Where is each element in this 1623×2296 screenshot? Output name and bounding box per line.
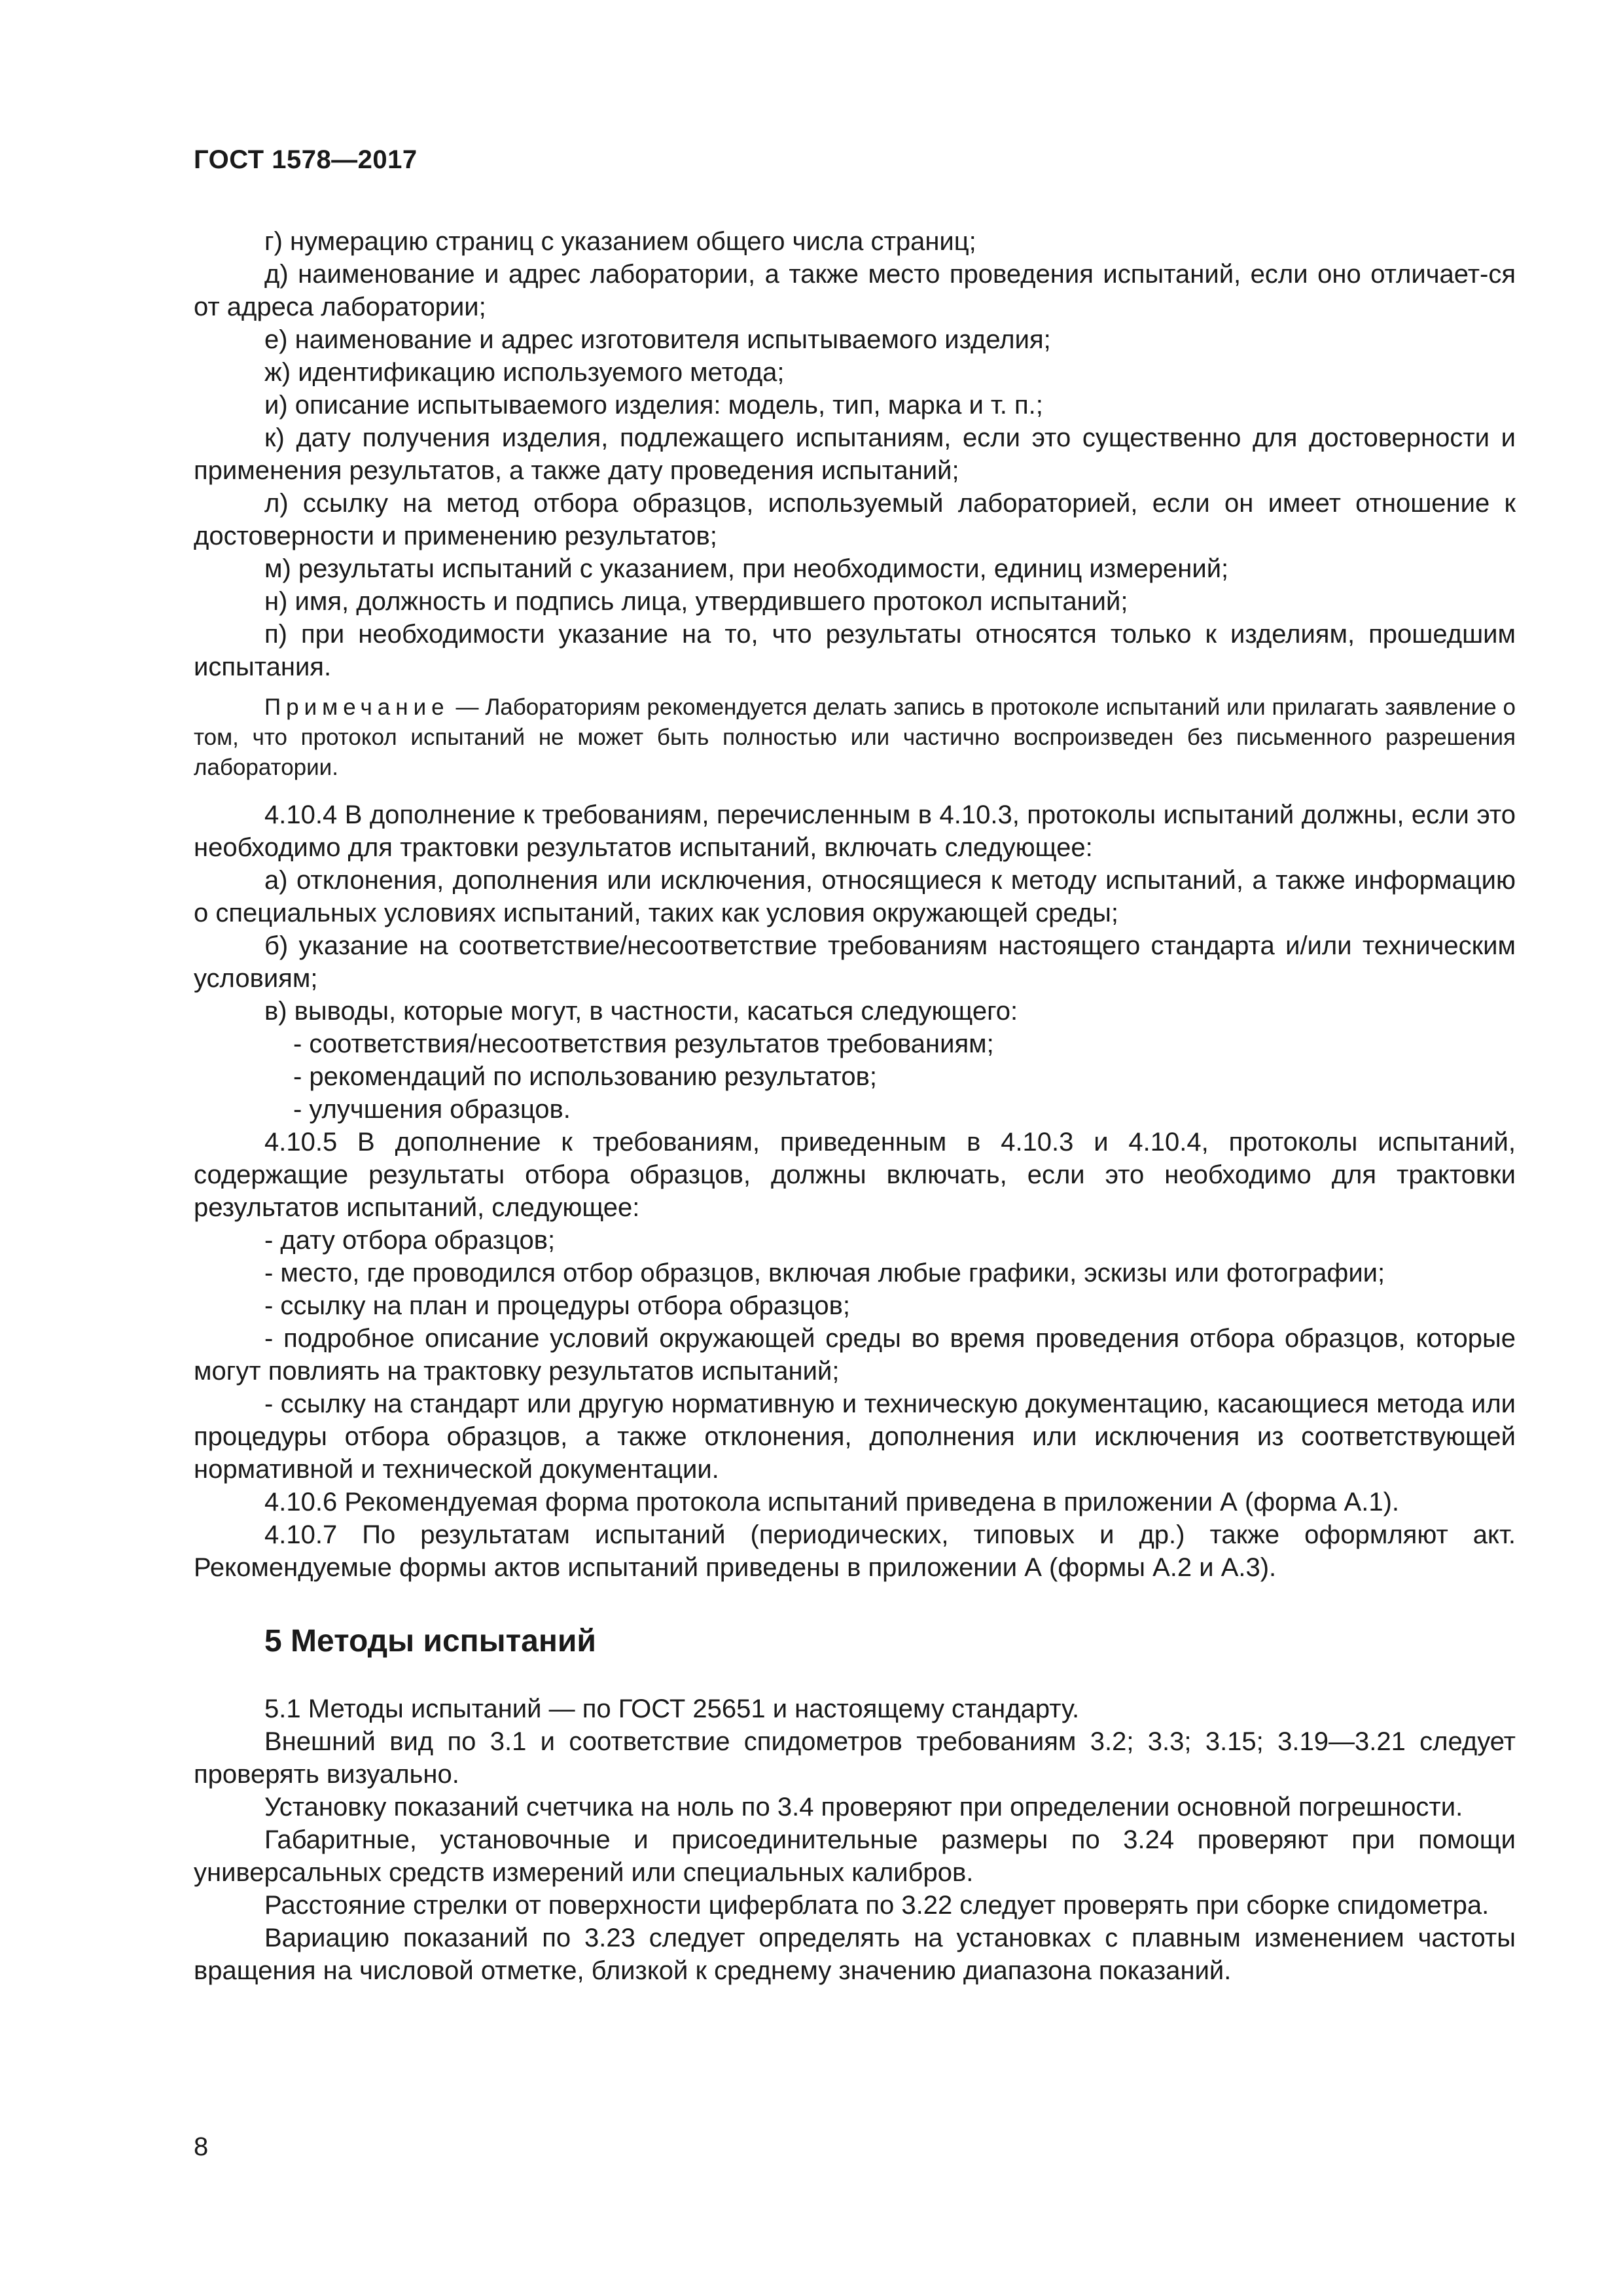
section-5-block: [194, 1693, 1516, 1987]
note-label: Примечание: [264, 694, 450, 720]
list-item: л) ссылку на метод отбора образцов, используемый лабораторией, если он имеет отношение к достоверности и применению результатов;: [194, 489, 1516, 550]
dash-item: - ссылку на стандарт или другую нормативную и техническую документацию, касающиеся метода или процедуры отбора образцов, а также отклонения, дополнения или исключения из соответствующей нормативной и технической документации.: [194, 1390, 1516, 1484]
paragraph: Габаритные, установочные и присоединительные размеры по 3.24 проверяют при помощи универсальных средств измерений или специальных калибров.: [194, 1825, 1516, 1887]
requirements-list-block: [194, 225, 1516, 683]
dash-item: - соответствия/несоответствия результатов требованиям;: [293, 1030, 994, 1058]
paragraph: Установку показаний счетчика на ноль по 3.4 проверяют при определении основной погрешности.: [264, 1793, 1463, 1821]
list-item: м) результаты испытаний с указанием, при необходимости, единиц измерений;: [264, 554, 1229, 583]
section-4-10-block: [194, 798, 1516, 1584]
list-item: п) при необходимости указание на то, что результаты относятся только к изделиям, прошедшим испытания.: [194, 620, 1516, 681]
dash-item: - место, где проводился отбор образцов, включая любые графики, эскизы или фотографии;: [264, 1259, 1385, 1287]
paragraph: 4.10.5 В дополнение к требованиям, приведенным в 4.10.3 и 4.10.4, протоколы испытаний, содержащие результаты отбора образцов, должны включать, если это необходимо для трактовки результатов испытаний, следующее:: [194, 1128, 1516, 1222]
paragraph: Расстояние стрелки от поверхности циферблата по 3.22 следует проверять при сборке спидометра.: [264, 1891, 1489, 1920]
list-item: к) дату получения изделия, подлежащего испытаниям, если это существенно для достоверности и применения результатов, а также дату проведения испытаний;: [194, 423, 1516, 485]
section-title: 5 Методы испытаний: [264, 1624, 596, 1659]
list-item: е) наименование и адрес изготовителя испытываемого изделия;: [264, 325, 1051, 354]
page-number: 8: [194, 2132, 209, 2161]
dash-item: - подробное описание условий окружающей среды во время проведения отбора образцов, которые могут повлиять на трактовку результатов испытаний;: [194, 1324, 1516, 1386]
paragraph: Внешний вид по 3.1 и соответствие спидометров требованиям 3.2; 3.3; 3.15; 3.19—3.21 следует проверять визуально.: [194, 1727, 1516, 1789]
note-text: — Лабораториям рекомендуется делать запись в протоколе испытаний или прилагать заявление о том, что протокол испытаний не может быть полностью или частично воспроизведен без письменного разрешения лаборатории.: [194, 694, 1516, 780]
list-item: б) указание на соответствие/несоответствие требованиям настоящего стандарта и/или техническим условиям;: [194, 931, 1516, 993]
list-item: в) выводы, которые могут, в частности, касаться следующего:: [264, 997, 1018, 1026]
list-item: д) наименование и адрес лаборатории, а также место проведения испытаний, если оно отличает-ся от адреса лаборатории;: [194, 260, 1516, 321]
paragraph: Вариацию показаний по 3.23 следует определять на установках с плавным изменением частоты вращения на числовой отметке, близкой к среднему значению диапазона показаний.: [194, 1924, 1516, 1985]
document-header: ГОСТ 1578—2017: [194, 145, 418, 174]
list-item: ж) идентификацию используемого метода;: [264, 358, 785, 387]
list-item: н) имя, должность и подпись лица, утвердившего протокол испытаний;: [264, 587, 1128, 616]
paragraph: 4.10.7 По результатам испытаний (периодических, типовых и др.) также оформляют акт. Рекомендуемые формы актов испытаний приведены в приложении А (формы А.2 и А.3).: [194, 1520, 1516, 1582]
list-item: а) отклонения, дополнения или исключения, относящиеся к методу испытаний, а также информацию о специальных условиях испытаний, таких как условия окружающей среды;: [194, 866, 1516, 927]
paragraph: 4.10.4 В дополнение к требованиям, перечисленным в 4.10.3, протоколы испытаний должны, если это необходимо для трактовки результатов испытаний, включать следующее:: [194, 800, 1516, 862]
paragraph: 5.1 Методы испытаний — по ГОСТ 25651 и настоящему стандарту.: [264, 1695, 1080, 1723]
list-item: и) описание испытываемого изделия: модель, тип, марка и т. п.;: [264, 391, 1043, 420]
dash-item: - улучшения образцов.: [293, 1095, 571, 1124]
dash-item: - дату отбора образцов;: [264, 1226, 556, 1255]
paragraph: 4.10.6 Рекомендуемая форма протокола испытаний приведена в приложении А (форма А.1).: [264, 1488, 1400, 1516]
dash-item: - ссылку на план и процедуры отбора образцов;: [264, 1291, 850, 1320]
note-block: [194, 692, 1516, 783]
list-item: г) нумерацию страниц с указанием общего числа страниц;: [264, 227, 976, 256]
dash-item: - рекомендаций по использованию результатов;: [293, 1062, 877, 1091]
